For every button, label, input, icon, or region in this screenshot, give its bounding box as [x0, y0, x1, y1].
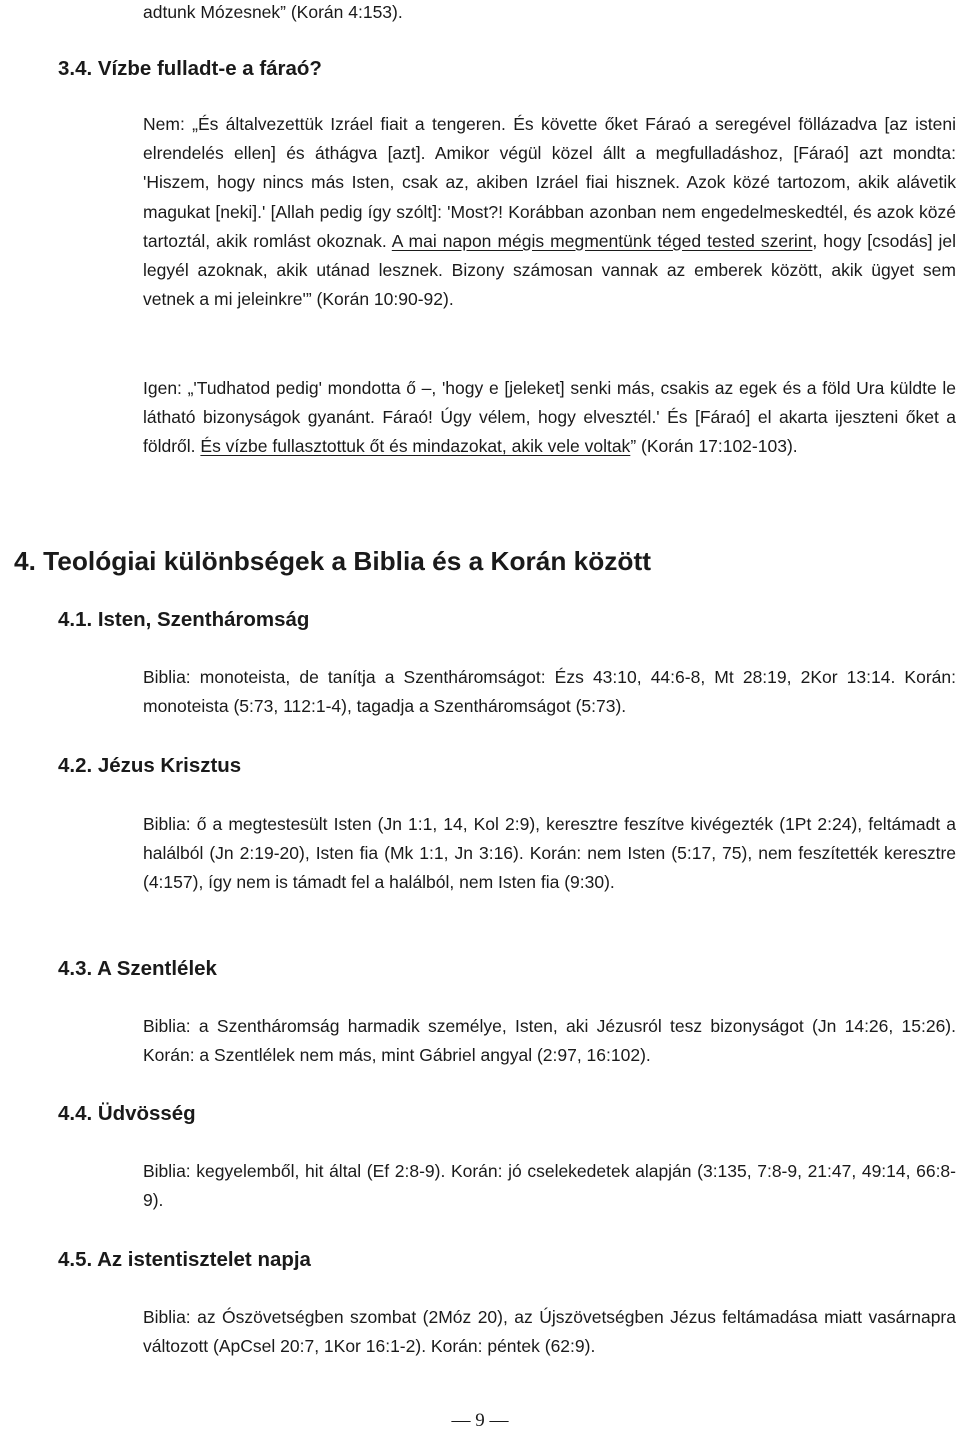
heading-4: 4. Teológiai különbségek a Biblia és a Korán között — [14, 546, 651, 576]
heading-4-2: 4.2. Jézus Krisztus — [58, 754, 242, 777]
paragraph-nem-text-b: , hogy [csodás] jel legyél azoknak, akik utánad lesznek. Bizony számosan vannak az emberek között, akik ügyet sem vetnek a mi jeleinkre'” (Korán 10:90-92). — [143, 230, 956, 310]
paragraph-nem-underlined: A mai napon mégis megmentünk téged tested szerint — [391, 230, 813, 251]
heading-4-3: 4.3. A Szentlélek — [58, 957, 217, 980]
paragraph-igen-text-a: Igen: „'Tudhatod pedig' mondotta ő –, 'hogy e [jeleket] senki más, csakis az egek és a föld Ura küldte le látható bizonyságok gyanánt. Fáraó! Úgy vélem, hogy elvesztél.' És [Fáraó] el akarta ijeszteni őket a földről. — [143, 378, 956, 457]
heading-4-1: 4.1. Isten, Szentháromság — [58, 608, 310, 631]
paragraph-igen-underlined: És vízbe fullasztottuk őt és mindazokat, akik vele voltak — [200, 436, 631, 457]
heading-4-4: 4.4. Üdvösség — [58, 1102, 196, 1125]
heading-4-5: 4.5. Az istentisztelet napja — [58, 1248, 311, 1271]
paragraph-igen — [143, 374, 956, 462]
section-4-3-text: Biblia: a Szentháromság harmadik személye, Isten, aki Jézusról tesz bizonyságot (Jn 14:26, 15:26). Korán: a Szentlélek nem más, mint Gábriel angyal (2:97, 16:102). — [143, 1016, 956, 1066]
paragraph-nem — [143, 110, 956, 314]
continuation-line: adtunk Mózesnek” (Korán 4:153). — [143, 2, 403, 22]
paragraph-igen-text-b: ” (Korán 17:102-103). — [630, 436, 798, 457]
section-4-4-text: Biblia: kegyelemből, hit által (Ef 2:8-9). Korán: jó cselekedetek alapján (3:135, 7:8-9, 21:47, 49:14, 66:8-9). — [143, 1161, 956, 1211]
page-number: — 9 — — [451, 1410, 509, 1431]
section-4-1-text: Biblia: monoteista, de tanítja a Szentháromságot: Ézs 43:10, 44:6-8, Mt 28:19, 2Kor 13:14. Korán: monoteista (5:73, 112:1-4), tagadja a Szentháromságot (5:73). — [143, 667, 956, 717]
section-4-2-text: Biblia: ő a megtestesült Isten (Jn 1:1, 14, Kol 2:9), keresztre feszítve kivégezték (1Pt 2:24), feltámadt a halálból (Jn 2:19-20), Isten fia (Mk 1:1, Jn 3:16). Korán: nem Isten (5:17, 75), nem feszítették keresztre (4:157), így nem is támadt fel a halálból, nem Isten fia (9:30). — [143, 814, 956, 893]
paragraph-nem-text-a: Nem: „És általvezettük Izráel fiait a tengeren. És követte őket Fáraó a seregével föllázadva [az isteni elrendelés ellen] és áthágva [azt]. Amikor végül közel állt a megfulladáshoz, [Fáraó] azt mondta: 'Hiszem, hogy nincs más Isten, csak az, akiben Izráel fiai hisznek. Azok közé tartozom, akik alávetik magukat [neki].' [Allah pedig így szólt]: 'Most?! Korábban azonban nem engedelmeskedtél, és azok közé tartoztál, akik romlást okoznak. — [143, 114, 956, 251]
heading-3-4: 3.4. Vízbe fulladt-e a fáraó? — [58, 57, 322, 80]
section-4-5-text: Biblia: az Ószövetségben szombat (2Móz 20), az Újszövetségben Jézus feltámadása miatt vasárnapra változott (ApCsel 20:7, 1Kor 16:1-2). Korán: péntek (62:9). — [143, 1307, 956, 1357]
